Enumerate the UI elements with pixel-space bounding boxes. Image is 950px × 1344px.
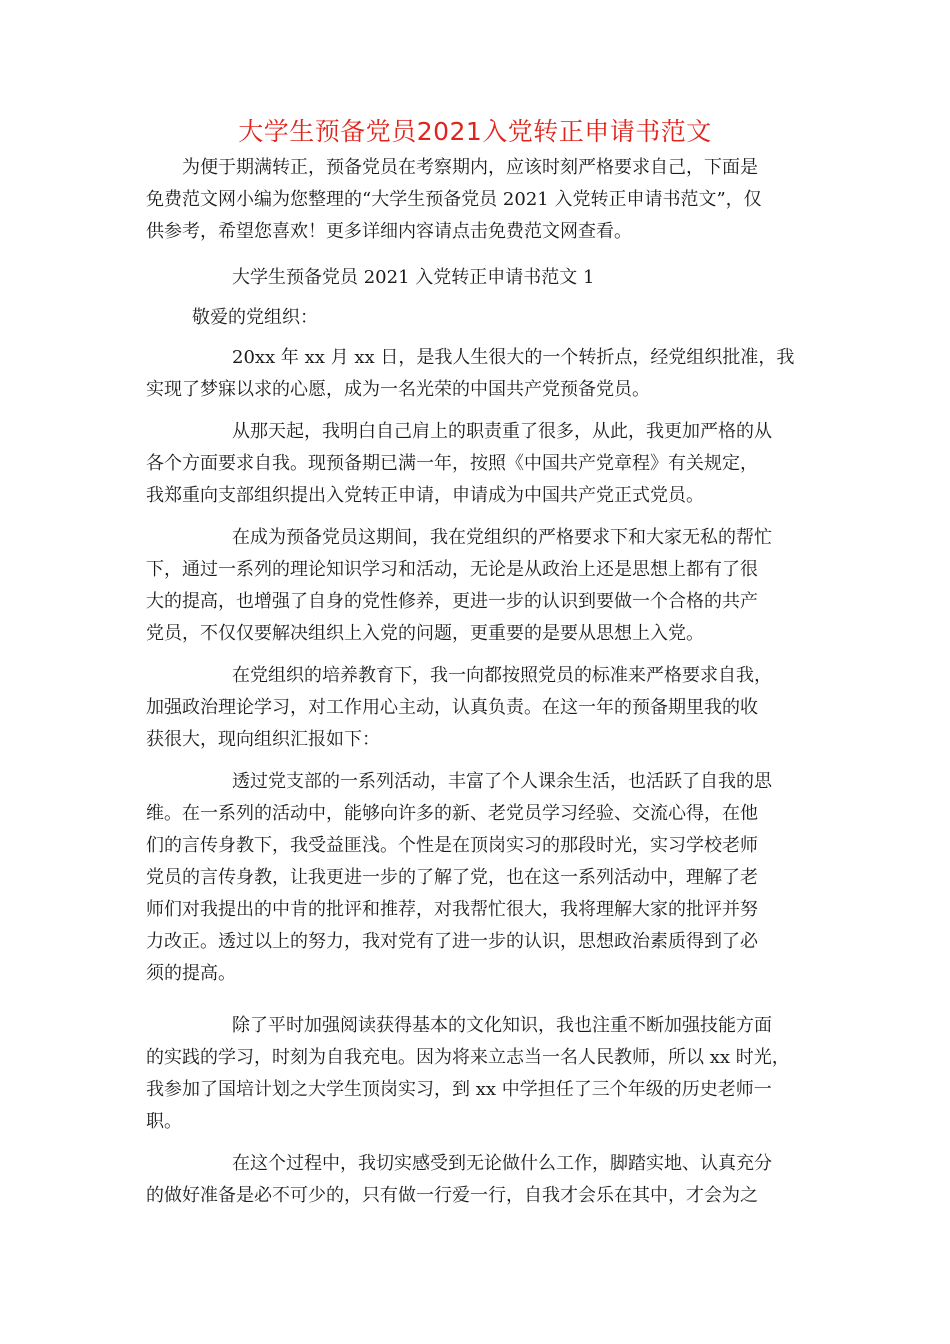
- paragraph-line: 职。: [146, 1111, 182, 1132]
- paragraph-line: 下，通过一系列的理论知识学习和活动，无论是从政治上还是思想上都有了很: [146, 559, 758, 580]
- paragraph-line: 除了平时加强阅读获得基本的文化知识，我也注重不断加强技能方面: [232, 1015, 772, 1036]
- paragraph-line: 各个方面要求自我。现预备期已满一年，按照《中国共产党章程》有关规定，: [146, 453, 758, 474]
- paragraph-line: 的做好准备是必不可少的，只有做一行爱一行，自我才会乐在其中，才会为之: [146, 1185, 758, 1206]
- paragraph-line: 须的提高。: [146, 963, 236, 984]
- paragraph-line: 们的言传身教下，我受益匪浅。个性是在顶岗实习的那段时光，实习学校老师: [146, 835, 758, 856]
- paragraph-line: 力改正。透过以上的努力，我对党有了进一步的认识，思想政治素质得到了必: [146, 931, 758, 952]
- body-paragraph-7: [146, 1148, 810, 1212]
- body-paragraph-6: [146, 1010, 810, 1138]
- body-paragraph-5: [146, 766, 810, 990]
- intro-line: 为便于期满转正，预备党员在考察期内，应该时刻严格要求自己，下面是: [182, 157, 758, 178]
- paragraph-line: 我郑重向支部组织提出入党转正申请，申请成为中国共产党正式党员。: [146, 485, 704, 506]
- paragraph-line: 加强政治理论学习，对工作用心主动，认真负责。在这一年的预备期里我的收: [146, 697, 758, 718]
- salutation-text: 敬爱的党组织：: [192, 307, 318, 328]
- body-paragraph-4: [146, 660, 810, 756]
- paragraph-line: 我参加了国培计划之大学生顶岗实习，到 xx 中学担任了三个年级的历史老师一: [146, 1079, 772, 1100]
- paragraph-line: 维。在一系列的活动中，能够向许多的新、老党员学习经验、交流心得，在他: [146, 803, 758, 824]
- intro-line: 供参考，希望您喜欢！更多详细内容请点击免费范文网查看。: [146, 221, 632, 242]
- paragraph-line: 实现了梦寐以求的心愿，成为一名光荣的中国共产党预备党员。: [146, 379, 650, 400]
- paragraph-line: 从那天起，我明白自己肩上的职责重了很多，从此，我更加严格的从: [232, 421, 772, 442]
- paragraph-line: 20xx 年 xx 月 xx 日，是我人生很大的一个转折点，经党组织批准，我: [232, 347, 795, 368]
- body-paragraph-3: [146, 522, 810, 650]
- paragraph-line: 的实践的学习，时刻为自我充电。因为将来立志当一名人民教师，所以 xx 时光，: [146, 1047, 790, 1068]
- salutation: [146, 302, 810, 334]
- paragraph-line: 在党组织的培养教育下，我一向都按照党员的标准来严格要求自我，: [232, 665, 772, 686]
- paragraph-line: 获很大，现向组织汇报如下：: [146, 729, 380, 750]
- paragraph-line: 党员，不仅仅要解决组织上入党的问题，更重要的是要从思想上入党。: [146, 623, 704, 644]
- paragraph-line: 透过党支部的一系列活动，丰富了个人课余生活，也活跃了自我的思: [232, 771, 772, 792]
- paragraph-line: 在成为预备党员这期间，我在党组织的严格要求下和大家无私的帮忙: [232, 527, 772, 548]
- document-title: 大学生预备党员2021入党转正申请书范文: [238, 117, 712, 146]
- intro-line: 免费范文网小编为您整理的“大学生预备党员 2021 入党转正申请书范文”，仅: [146, 189, 762, 210]
- subtitle-text: 大学生预备党员 2021 入党转正申请书范文 1: [232, 267, 595, 288]
- body-paragraph-1: [146, 342, 810, 406]
- paragraph-line: 师们对我提出的中肯的批评和推荐，对我帮忙很大，我将理解大家的批评并努: [146, 899, 758, 920]
- intro-paragraph: [146, 152, 810, 248]
- paragraph-line: 在这个过程中，我切实感受到无论做什么工作，脚踏实地、认真充分: [232, 1153, 772, 1174]
- section-subtitle: [146, 262, 810, 294]
- paragraph-line: 大的提高，也增强了自身的党性修养，更进一步的认识到要做一个合格的共产: [146, 591, 758, 612]
- paragraph-line: 党员的言传身教，让我更进一步的了解了党，也在这一系列活动中，理解了老: [146, 867, 758, 888]
- body-paragraph-2: [146, 416, 810, 512]
